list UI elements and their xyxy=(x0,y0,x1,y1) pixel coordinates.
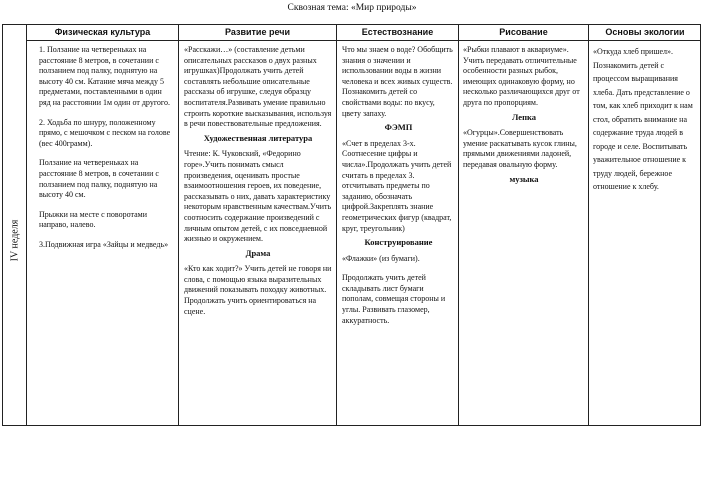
drawing-text-2: «Огурцы».Совершенствовать умение раскатывать кусок глины, прямыми движениями ладоней, передавая овальную форму. xyxy=(463,128,577,169)
header-physical-education: Физическая культура xyxy=(54,27,151,37)
header-ecology: Основы экологии xyxy=(605,27,685,37)
header-speech-development: Развитие речи xyxy=(224,27,291,37)
drawing-text-1: «Рыбки плавают в аквариуме». Учить передавать отличительные особенности разных рыбок, имеющих одинаковую форму, но несколько различающихся друг от друга по пропорциям. xyxy=(463,45,580,107)
column-speech-development xyxy=(184,45,332,326)
page-title: Сквозная тема: «Мир природы» xyxy=(287,3,417,13)
science-text-3: «Флажки» (из бумаги). xyxy=(342,253,420,263)
subheading-construction: Конструирование xyxy=(364,237,433,248)
column-ecology xyxy=(593,45,698,203)
pe-paragraph-3: Ползание на четвереньках на расстояние 8 метров, в сочетании с ползанием под палку, поднятую на высоту 40 см. xyxy=(39,158,159,200)
header-drawing: Рисование xyxy=(499,27,548,37)
speech-text-3: «Кто как ходит?» Учить детей не говоря ни слова, с помощью языка выразительных движений показывать походку животных. Продолжать учить ориентироваться на сцене. xyxy=(184,264,332,316)
header-natural-science: Естествознание xyxy=(361,27,434,37)
subheading-modeling: Лепка xyxy=(512,111,536,122)
science-text-2: «Счет в пределах 3-х. Соотнесение цифры и числа».Продолжать учить детей считать в пределах 3. отсчитывать предметы по заданию, обозначать цифрой.Закреплять знание геометрических фигур (квадрат, круг, треугольник) xyxy=(342,138,452,233)
column-natural-science xyxy=(342,45,455,335)
pe-paragraph-1: 1. Ползание на четвереньках на расстояние 8 метров, в сочетании с ползанием под палку, поднятую на высоту 40 см. Катание мяча между 5 предметами, поставленными в один ряд на расстоянии 1м один от другого. xyxy=(39,45,170,107)
column-drawing xyxy=(463,45,585,190)
column-physical-education xyxy=(39,45,173,260)
pe-paragraph-5: 3.Подвижная игра «Зайцы и медведь» xyxy=(39,239,169,249)
pe-paragraph-2: 2. Ходьба по шнуру, положенному прямо, с мешочком с песком на голове (вес 400грамм). xyxy=(39,117,171,148)
plan-table xyxy=(2,24,701,426)
pe-paragraph-4: Прыжки на месте с поворотами направо, налево. xyxy=(39,209,148,230)
subheading-math: ФЭМП xyxy=(384,122,413,133)
science-text-4: Продолжать учить детей складывать лист бумаги пополам, совмещая стороны и углы. Развивать глазомер, аккуратность. xyxy=(342,273,446,325)
subheading-music: музыка xyxy=(509,173,539,184)
speech-text-1: «Расскажи…» (составление детьми описательных рассказов о двух разных игрушках)Продолжать учить детей составлять небольшие описательные рассказы об игрушке, следуя образцу воспитателя.Развивать умение правильно строить короткие высказывания, используя в речи повествовательные предложения. xyxy=(184,45,332,129)
subheading-drama: Драма xyxy=(245,247,271,258)
subheading-fiction: Художественная литература xyxy=(203,132,313,143)
ecology-text-1: «Откуда хлеб пришел». Познакомить детей с процессом выращивания хлеба. Дать представление о том, как хлеб приходит к нам стол, обратить внимание на содержание труда людей в городе и селе. Воспитывать уважительное отношение к труду людей, бережное отношение к хлебу. xyxy=(593,47,693,191)
week-label: IV неделя xyxy=(9,219,21,261)
speech-text-2: Чтение: К. Чуковский, «Федорино горе».Учить понимать смысл произведения, оценивать простые взаимоотношения героев, их поведение, рассказывать о них, давать характеристику некоторым нравственным качествам.Учить соотносить содержание произведений с личным опытом детей, с их повседневной жизнью и окружением. xyxy=(184,149,332,244)
science-text-1: Что мы знаем о воде? Обобщить знания о значении и использовании воды в жизни человека и всех живых существ. Познакомить детей со свойствами воды: по вкусу, цвету запаху. xyxy=(342,45,453,118)
